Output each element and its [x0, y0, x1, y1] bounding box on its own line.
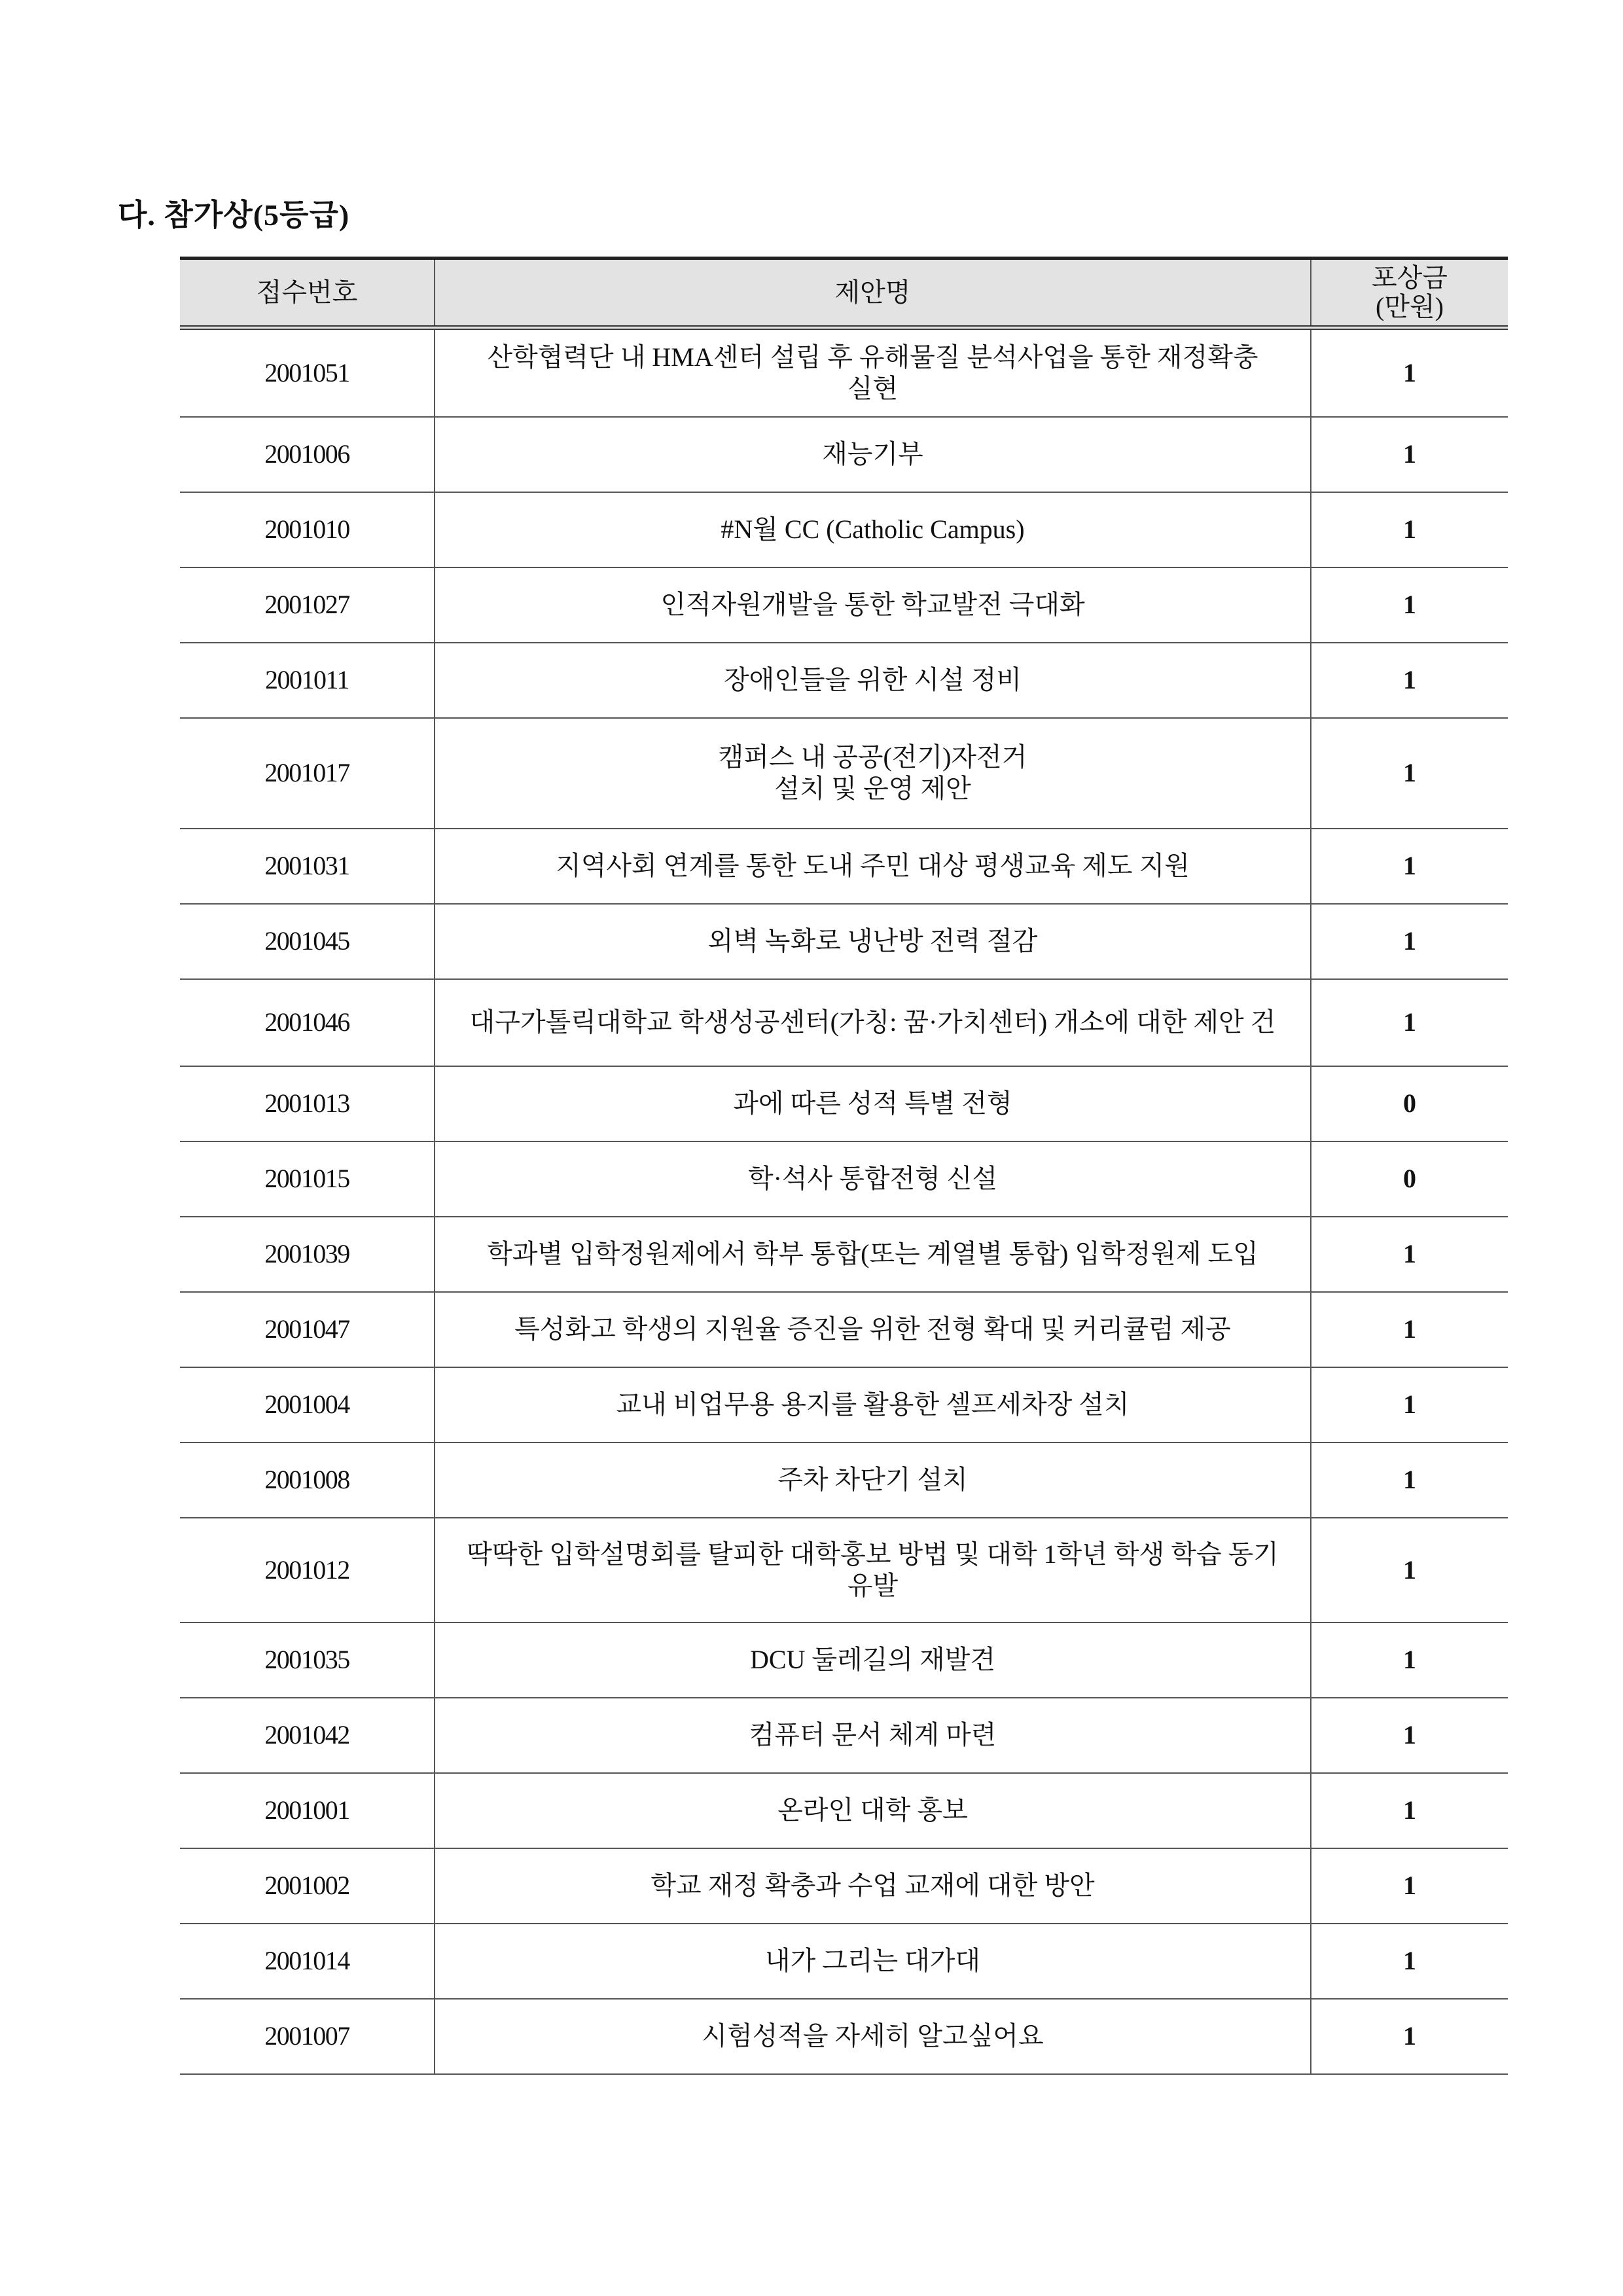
- receipt-number-cell: 2001013: [180, 1066, 435, 1141]
- header-row: [180, 259, 1508, 328]
- table-row: [180, 1773, 1508, 1848]
- receipt-number-cell: 2001027: [180, 567, 435, 643]
- proposal-title-cell: #N월 CC (Catholic Campus): [435, 492, 1311, 567]
- prize-amount-cell: 1: [1311, 904, 1508, 979]
- table-header: [180, 259, 1508, 328]
- proposal-title-cell: DCU 둘레길의 재발견: [435, 1623, 1311, 1698]
- table-row: [180, 328, 1508, 417]
- table-row: [180, 1698, 1508, 1773]
- table-row: [180, 417, 1508, 492]
- receipt-number-cell: 2001046: [180, 979, 435, 1066]
- proposal-title-cell: 시험성적을 자세히 알고싶어요: [435, 1999, 1311, 2074]
- award-table: [180, 257, 1508, 2075]
- receipt-number-cell: 2001015: [180, 1141, 435, 1217]
- receipt-number-cell: 2001008: [180, 1443, 435, 1518]
- section-title: 다. 참가상(5등급): [118, 198, 350, 232]
- proposal-title-cell: 교내 비업무용 용지를 활용한 셀프세차장 설치: [435, 1367, 1311, 1443]
- prize-amount-cell: 1: [1311, 1623, 1508, 1698]
- proposal-title-cell: 온라인 대학 홍보: [435, 1773, 1311, 1848]
- proposal-title-cell: 내가 그리는 대가대: [435, 1924, 1311, 1999]
- receipt-number-cell: 2001047: [180, 1292, 435, 1367]
- receipt-number-cell: 2001011: [180, 643, 435, 718]
- proposal-title-cell: 외벽 녹화로 냉난방 전력 절감: [435, 904, 1311, 979]
- receipt-number-cell: 2001012: [180, 1518, 435, 1623]
- prize-amount-cell: 1: [1311, 328, 1508, 417]
- receipt-number-cell: 2001014: [180, 1924, 435, 1999]
- receipt-number-cell: 2001007: [180, 1999, 435, 2074]
- proposal-title-cell: 지역사회 연계를 통한 도내 주민 대상 평생교육 제도 지원: [435, 829, 1311, 904]
- proposal-title-cell: 컴퓨터 문서 체계 마련: [435, 1698, 1311, 1773]
- prize-amount-cell: 1: [1311, 979, 1508, 1066]
- receipt-number-cell: 2001002: [180, 1848, 435, 1924]
- prize-amount-cell: 1: [1311, 718, 1508, 829]
- proposal-title-cell: 특성화고 학생의 지원율 증진을 위한 전형 확대 및 커리큘럼 제공: [435, 1292, 1311, 1367]
- prize-amount-cell: 1: [1311, 1698, 1508, 1773]
- receipt-number-cell: 2001039: [180, 1217, 435, 1292]
- table-row: [180, 829, 1508, 904]
- proposal-title-cell: 딱딱한 입학설명회를 탈피한 대학홍보 방법 및 대학 1학년 학생 학습 동기 유발: [435, 1518, 1311, 1623]
- table-row: [180, 492, 1508, 567]
- receipt-number-cell: 2001006: [180, 417, 435, 492]
- receipt-number-cell: 2001004: [180, 1367, 435, 1443]
- prize-amount-cell: 0: [1311, 1141, 1508, 1217]
- table-row: [180, 1217, 1508, 1292]
- receipt-number-cell: 2001051: [180, 328, 435, 417]
- table-row: [180, 1066, 1508, 1141]
- prize-amount-cell: 1: [1311, 567, 1508, 643]
- table-row: [180, 1443, 1508, 1518]
- proposal-title-cell: 학과별 입학정원제에서 학부 통합(또는 계열별 통합) 입학정원제 도입: [435, 1217, 1311, 1292]
- header-prize-amount: 포상금 (만원): [1311, 259, 1508, 328]
- prize-amount-cell: 1: [1311, 1518, 1508, 1623]
- table-row: [180, 643, 1508, 718]
- proposal-title-cell: 학·석사 통합전형 신설: [435, 1141, 1311, 1217]
- receipt-number-cell: 2001045: [180, 904, 435, 979]
- table-row: [180, 979, 1508, 1066]
- prize-amount-cell: 1: [1311, 1443, 1508, 1518]
- receipt-number-cell: 2001017: [180, 718, 435, 829]
- proposal-title-cell: 장애인들을 위한 시설 정비: [435, 643, 1311, 718]
- table-row: [180, 1848, 1508, 1924]
- table-row: [180, 567, 1508, 643]
- prize-amount-cell: 1: [1311, 1848, 1508, 1924]
- table-row: [180, 1999, 1508, 2074]
- proposal-title-cell: 재능기부: [435, 417, 1311, 492]
- receipt-number-cell: 2001031: [180, 829, 435, 904]
- proposal-title-cell: 학교 재정 확충과 수업 교재에 대한 방안: [435, 1848, 1311, 1924]
- table-body: [180, 328, 1508, 2074]
- table-row: [180, 1518, 1508, 1623]
- proposal-title-cell: 캠퍼스 내 공공(전기)자전거 설치 및 운영 제안: [435, 718, 1311, 829]
- table-row: [180, 1292, 1508, 1367]
- prize-amount-cell: 1: [1311, 1773, 1508, 1848]
- receipt-number-cell: 2001042: [180, 1698, 435, 1773]
- proposal-title-cell: 인적자원개발을 통한 학교발전 극대화: [435, 567, 1311, 643]
- prize-amount-cell: 1: [1311, 1924, 1508, 1999]
- receipt-number-cell: 2001010: [180, 492, 435, 567]
- prize-amount-cell: 1: [1311, 1999, 1508, 2074]
- header-proposal-title: 제안명: [435, 259, 1311, 328]
- proposal-title-cell: 산학협력단 내 HMA센터 설립 후 유해물질 분석사업을 통한 재정확충 실현: [435, 328, 1311, 417]
- prize-amount-cell: 1: [1311, 417, 1508, 492]
- table-row: [180, 1623, 1508, 1698]
- prize-amount-cell: 1: [1311, 492, 1508, 567]
- prize-amount-cell: 1: [1311, 643, 1508, 718]
- header-receipt-number: 접수번호: [180, 259, 435, 328]
- table-row: [180, 1141, 1508, 1217]
- prize-amount-cell: 1: [1311, 1367, 1508, 1443]
- proposal-title-cell: 주차 차단기 설치: [435, 1443, 1311, 1518]
- proposal-title-cell: 과에 따른 성적 특별 전형: [435, 1066, 1311, 1141]
- table-row: [180, 1367, 1508, 1443]
- prize-amount-cell: 1: [1311, 1292, 1508, 1367]
- prize-amount-cell: 1: [1311, 1217, 1508, 1292]
- prize-amount-cell: 1: [1311, 829, 1508, 904]
- proposal-title-cell: 대구가톨릭대학교 학생성공센터(가칭: 꿈·가치센터) 개소에 대한 제안 건: [435, 979, 1311, 1066]
- table-row: [180, 1924, 1508, 1999]
- receipt-number-cell: 2001035: [180, 1623, 435, 1698]
- table-row: [180, 904, 1508, 979]
- table-row: [180, 718, 1508, 829]
- prize-amount-cell: 0: [1311, 1066, 1508, 1141]
- receipt-number-cell: 2001001: [180, 1773, 435, 1848]
